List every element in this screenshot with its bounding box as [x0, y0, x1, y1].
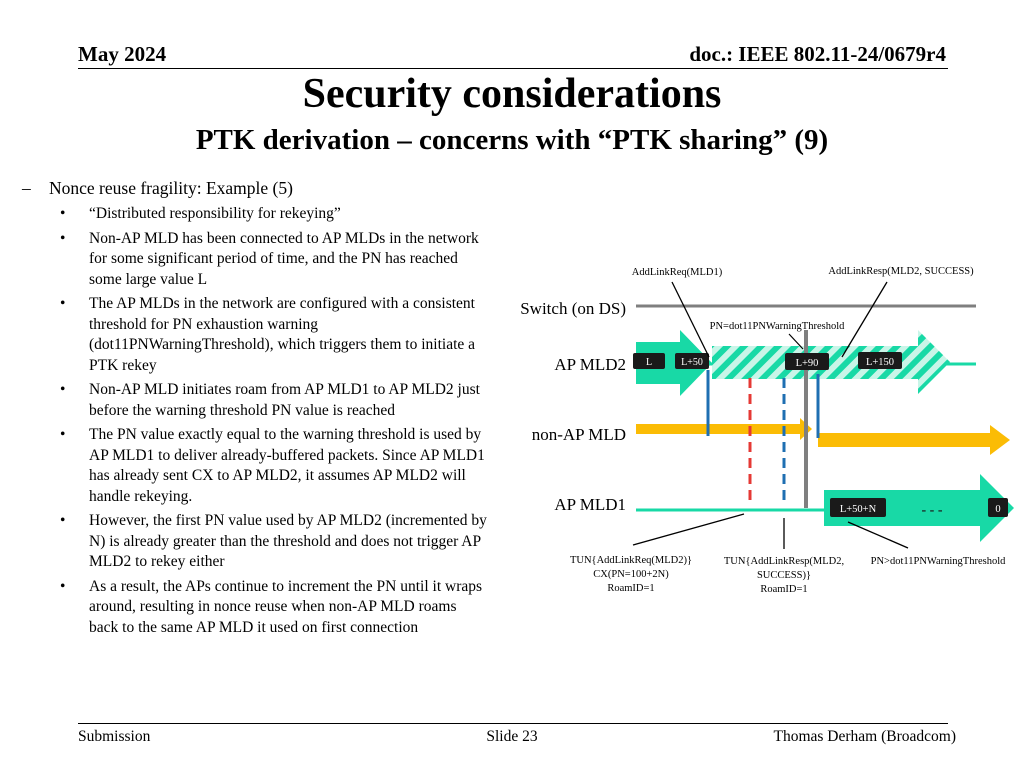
non-ap-mld-arrow-1 — [636, 418, 812, 440]
footer-author: Thomas Derham (Broadcom) — [773, 728, 956, 745]
list-item: • The AP MLDs in the network are configured with a consistent threshold for PN exhaustion warning (dot11PNWarningThreshold), which triggers them to initiate a PTK rekey — [60, 295, 476, 374]
pn-box-l-text: L — [645, 357, 653, 368]
pn-box-zero-text: 0 — [995, 504, 1001, 515]
heading-text: Nonce reuse fragility: Example (5) — [49, 178, 293, 198]
footer-slide-number: Slide 23 — [486, 728, 538, 745]
row-label-switch: Switch (on DS) — [520, 299, 626, 318]
bullet-text: Non-AP MLD has been connected to AP MLDs in the network for some significant period of time, and the PN has reached some large value L — [89, 229, 479, 288]
non-ap-mld-arrow-2 — [818, 425, 1010, 455]
label-addlinkresp: AddLinkResp(MLD2, SUCCESS) — [828, 266, 974, 277]
row-label-non-ap-mld: non-AP MLD — [531, 425, 626, 444]
ap-mld2-hatched-arrow — [712, 330, 950, 394]
label-pn-gt-threshold: PN>dot11PNWarningThreshold — [870, 556, 1006, 567]
bullet-text: However, the first PN value used by AP MLD2 (incremented by N) is already greater than the threshold and does not trigger AP MLD2 to rekey either — [89, 512, 487, 570]
pn-box-l150-text: L+150 — [865, 357, 895, 368]
header-doc-id: doc.: IEEE 802.11-24/0679r4 — [689, 42, 946, 66]
bullet-text: As a result, the APs continue to increment the PN until it wraps around, resulting in nonce reuse when non-AP MLD roams back to the same AP MLD it used on first connection — [89, 577, 483, 636]
list-item: • The PN value exactly equal to the warning threshold is used by AP MLD1 to deliver already-buffered packets. Since AP MLD1 has already sent CX to AP MLD2, it assumes AP MLD2 will handle rekeying. — [60, 426, 485, 505]
list-item: • As a result, the APs continue to increment the PN until it wraps around, resulting in nonce reuse when non-AP MLD roams back to the same AP MLD it used on first connection — [60, 577, 483, 636]
list-item: • “Distributed responsibility for rekeying” — [60, 205, 341, 222]
label-tun-req-line1: TUN{AddLinkReq(MLD2)} — [569, 555, 693, 566]
bullet-text: The PN value exactly equal to the warning threshold is used by AP MLD1 to deliver already-buffered packets. Since AP MLD1 has already sent CX to AP MLD2, it assumes AP MLD2 will handle rekeying. — [89, 426, 485, 505]
bullet-text: Non-AP MLD initiates roam from AP MLD1 to AP MLD2 just before the warning threshold PN value is reached — [89, 381, 480, 419]
bullet-text: The AP MLDs in the network are configured with a consistent threshold for PN exhaustion warning (dot11PNWarningThreshold), which triggers them to initiate a PTK rekey — [89, 295, 476, 374]
slide-subtitle: PTK derivation – concerns with “PTK sharing” (9) — [195, 124, 829, 156]
label-tun-resp-line2: SUCCESS)} — [756, 570, 812, 581]
row-label-ap-mld1: AP MLD1 — [554, 495, 626, 514]
slide-title: Security considerations — [302, 71, 722, 117]
pn-box-l90-text: L+90 — [795, 358, 819, 369]
list-item: • However, the first PN value used by AP MLD2 (incremented by N) is already greater than the threshold and does not trigger AP MLD2 to rekey either — [60, 512, 487, 570]
pointer-addlinkresp — [842, 282, 887, 357]
list-item: • Non-AP MLD has been connected to AP MLDs in the network for some significant period of time, and the PN has reached some large value L — [60, 229, 479, 288]
pn-box-l50-text: L+50 — [681, 357, 703, 368]
pn-ellipsis: - - - — [921, 503, 943, 518]
footer-rule — [78, 723, 948, 724]
heading-marker: – — [22, 178, 31, 198]
label-tun-req-line3: RoamID=1 — [607, 583, 655, 594]
label-tun-req-line2: CX(PN=100+2N) — [593, 569, 669, 580]
label-pn-threshold: PN=dot11PNWarningThreshold — [709, 321, 845, 332]
label-addlinkreq: AddLinkReq(MLD1) — [631, 267, 723, 278]
footer-submission: Submission — [78, 728, 151, 745]
label-tun-resp-line3: RoamID=1 — [760, 584, 808, 595]
bullet-text: “Distributed responsibility for rekeying” — [89, 205, 341, 222]
row-label-ap-mld2: AP MLD2 — [554, 355, 626, 374]
header-date: May 2024 — [78, 42, 167, 66]
pointer-tun-req — [633, 514, 744, 545]
label-tun-resp-line1: TUN{AddLinkResp(MLD2, — [723, 556, 845, 567]
list-item: • Non-AP MLD initiates roam from AP MLD1 to AP MLD2 just before the warning threshold PN value is reached — [60, 381, 480, 419]
pn-box-l50n-text: L+50+N — [839, 504, 877, 515]
